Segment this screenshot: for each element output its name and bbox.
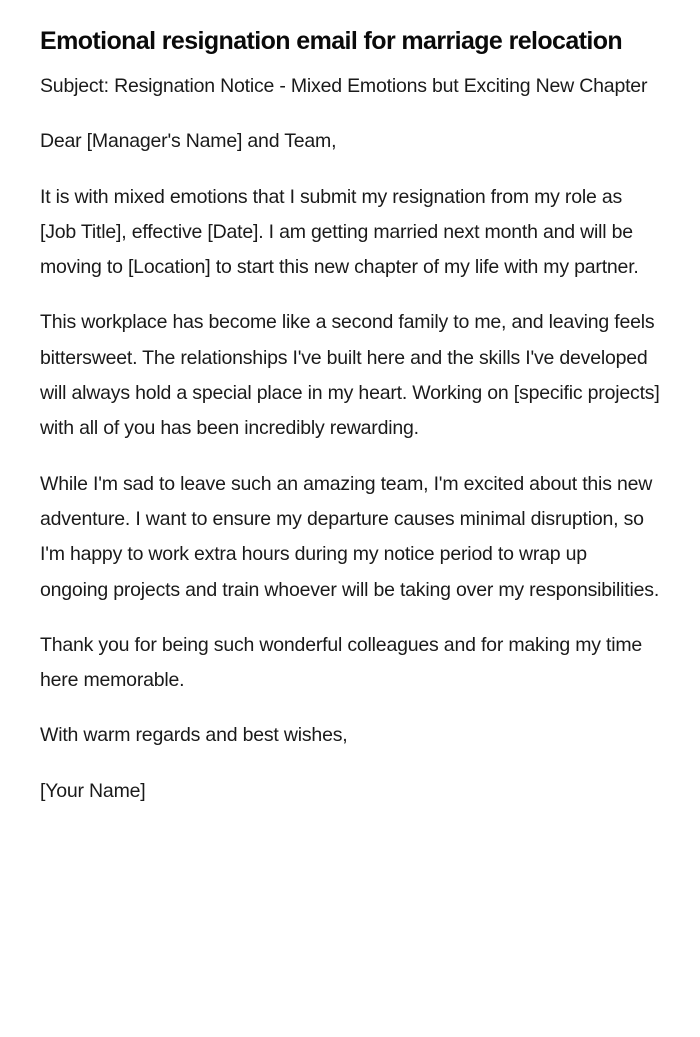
email-signature: [Your Name] [40,779,146,802]
email-paragraph-4: Thank you for being such wonderful colleagues and for making my time here memorable. [40,633,643,692]
email-subject: Subject: Resignation Notice - Mixed Emotions but Exciting New Chapter [40,75,648,97]
email-closing: With warm regards and best wishes, [40,724,348,747]
document-title: Emotional resignation email for marriage relocation [40,27,623,55]
email-greeting: Dear [Manager's Name] and Team, [40,130,337,153]
email-paragraph-2: This workplace has become like a second family to me, and leaving feels bittersweet. The relationships I've built here and the skills I've developed will always hold a special place in my heart. Working on [specific projects] with all of you has been incredibly rewarding. [40,311,660,440]
email-paragraph-3: While I'm sad to leave such an amazing team, I'm excited about this new adventure. I want to ensure my departure causes minimal disruption, so I'm happy to work extra hours during my notice period to wrap up ongoing projects and train whoever will be taking over my responsibilities. [40,472,660,601]
email-paragraph-1: It is with mixed emotions that I submit my resignation from my role as [Job Title], effective [Date]. I am getting married next month and will be moving to [Location] to start this new chapter of my life with my partner. [40,185,639,279]
